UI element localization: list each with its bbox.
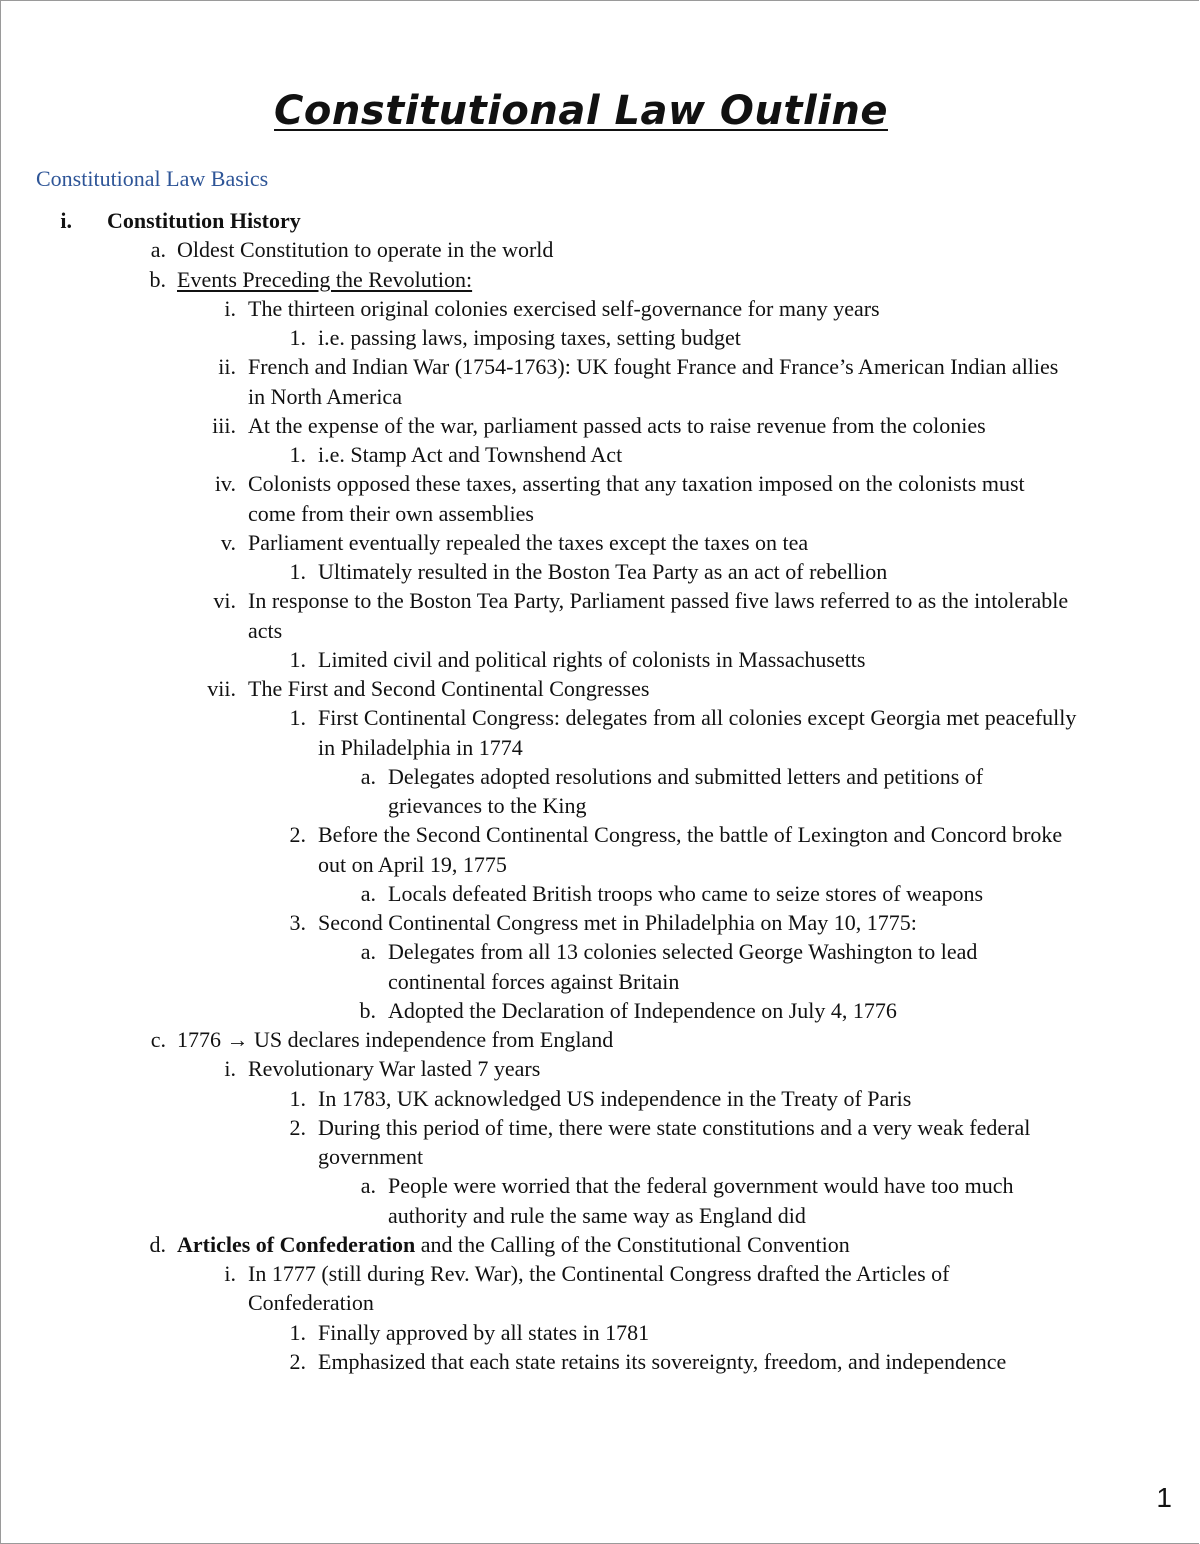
list-item-text: in North America xyxy=(248,384,402,409)
list-item-text: i.e. passing laws, imposing taxes, setting budget xyxy=(318,325,741,350)
list-item-text: The First and Second Continental Congresses xyxy=(248,676,650,701)
list-item-text: In 1777 (still during Rev. War), the Continental Congress drafted the Articles of xyxy=(248,1261,950,1286)
list-marker: 3. xyxy=(289,910,306,935)
bold-term: Articles of Confederation xyxy=(177,1232,416,1257)
list-item-text: Revolutionary War lasted 7 years xyxy=(248,1056,541,1081)
list-marker: d. xyxy=(149,1232,166,1257)
list-item-text: Ultimately resulted in the Boston Tea Party as an act of rebellion xyxy=(318,559,888,584)
list-item-text: The thirteen original colonies exercised self-governance for many years xyxy=(248,296,880,321)
list-item-text: Parliament eventually repealed the taxes except the taxes on tea xyxy=(248,530,809,555)
list-item-text: At the expense of the war, parliament passed acts to raise revenue from the colonies xyxy=(248,413,986,438)
section-heading: Constitutional Law Basics xyxy=(36,166,269,191)
list-item-text: Confederation xyxy=(248,1290,374,1315)
list-item-text: French and Indian War (1754-1763): UK fought France and France’s American Indian allies xyxy=(248,354,1059,379)
list-marker: b. xyxy=(149,267,166,292)
list-item-text: Before the Second Continental Congress, the battle of Lexington and Concord broke xyxy=(318,822,1063,847)
list-marker: 1. xyxy=(289,1086,306,1111)
list-marker: v. xyxy=(220,530,236,555)
list-item-text: Delegates from all 13 colonies selected George Washington to lead xyxy=(388,939,978,964)
list-item-text: Emphasized that each state retains its sovereignty, freedom, and independence xyxy=(318,1349,1007,1374)
list-item-text: In response to the Boston Tea Party, Parliament passed five laws referred to as the intolerable xyxy=(248,588,1069,613)
list-item-text: Adopted the Declaration of Independence on July 4, 1776 xyxy=(388,998,897,1023)
list-marker: a. xyxy=(360,939,376,964)
list-marker: a. xyxy=(150,237,166,262)
list-item-text: Limited civil and political rights of colonists in Massachusetts xyxy=(318,647,866,672)
list-marker: 1. xyxy=(289,1320,306,1345)
page-number: 1 xyxy=(1156,1482,1172,1513)
list-item-text: In 1783, UK acknowledged US independence in the Treaty of Paris xyxy=(318,1086,912,1111)
list-marker: 1. xyxy=(289,442,306,467)
list-marker: b. xyxy=(359,998,376,1023)
list-marker: a. xyxy=(360,881,376,906)
list-marker: 1. xyxy=(289,705,306,730)
list-item-text: Delegates adopted resolutions and submitted letters and petitions of xyxy=(388,764,984,789)
list-item-text: authority and rule the same way as England did xyxy=(388,1203,806,1228)
list-item-text: government xyxy=(318,1144,424,1169)
list-marker: 2. xyxy=(289,822,306,847)
list-marker: vii. xyxy=(207,676,236,701)
list-marker: ii. xyxy=(218,354,236,379)
list-marker: 1. xyxy=(289,325,306,350)
list-item-text: Finally approved by all states in 1781 xyxy=(318,1320,650,1345)
list-item-text: Colonists opposed these taxes, asserting that any taxation imposed on the colonists must xyxy=(248,471,1025,496)
list-item-text: Events Preceding the Revolution: xyxy=(177,267,473,292)
list-marker: i. xyxy=(224,296,236,321)
list-item-text: 1776 → US declares independence from England xyxy=(177,1027,614,1052)
list-marker: iv. xyxy=(214,471,236,496)
list-item-text: grievances to the King xyxy=(388,793,587,818)
list-marker: i. xyxy=(60,208,72,233)
list-item-text: First Continental Congress: delegates from all colonies except Georgia met peacefully xyxy=(318,705,1077,730)
list-item-text: During this period of time, there were state constitutions and a very weak federal xyxy=(318,1115,1031,1140)
list-item-text: come from their own assemblies xyxy=(248,501,534,526)
list-item-text: out on April 19, 1775 xyxy=(318,852,507,877)
list-item-text: i.e. Stamp Act and Townshend Act xyxy=(318,442,623,467)
list-marker: c. xyxy=(150,1027,166,1052)
list-item-text xyxy=(177,1230,850,1259)
list-marker: iii. xyxy=(212,413,236,438)
list-marker: 1. xyxy=(289,647,306,672)
list-item-text: Constitution History xyxy=(107,208,301,233)
list-item-text: acts xyxy=(248,618,283,643)
list-marker: i. xyxy=(224,1056,236,1081)
list-marker: a. xyxy=(360,764,376,789)
list-marker: i. xyxy=(224,1261,236,1286)
list-marker: vi. xyxy=(213,588,236,613)
list-marker: 2. xyxy=(289,1115,306,1140)
term-continuation: and the Calling of the Constitutional Convention xyxy=(415,1232,850,1257)
list-item-text: in Philadelphia in 1774 xyxy=(318,735,523,760)
list-marker: 2. xyxy=(289,1349,306,1374)
list-item-text: Locals defeated British troops who came to seize stores of weapons xyxy=(388,881,984,906)
list-item-text: Oldest Constitution to operate in the world xyxy=(177,237,554,262)
list-marker: 1. xyxy=(289,559,306,584)
document-title: Constitutional Law Outline xyxy=(274,88,888,134)
list-item-text: continental forces against Britain xyxy=(388,969,680,994)
list-marker: a. xyxy=(360,1173,376,1198)
list-item-text: Second Continental Congress met in Philadelphia on May 10, 1775: xyxy=(318,910,917,935)
list-item-text: People were worried that the federal government would have too much xyxy=(388,1173,1014,1198)
